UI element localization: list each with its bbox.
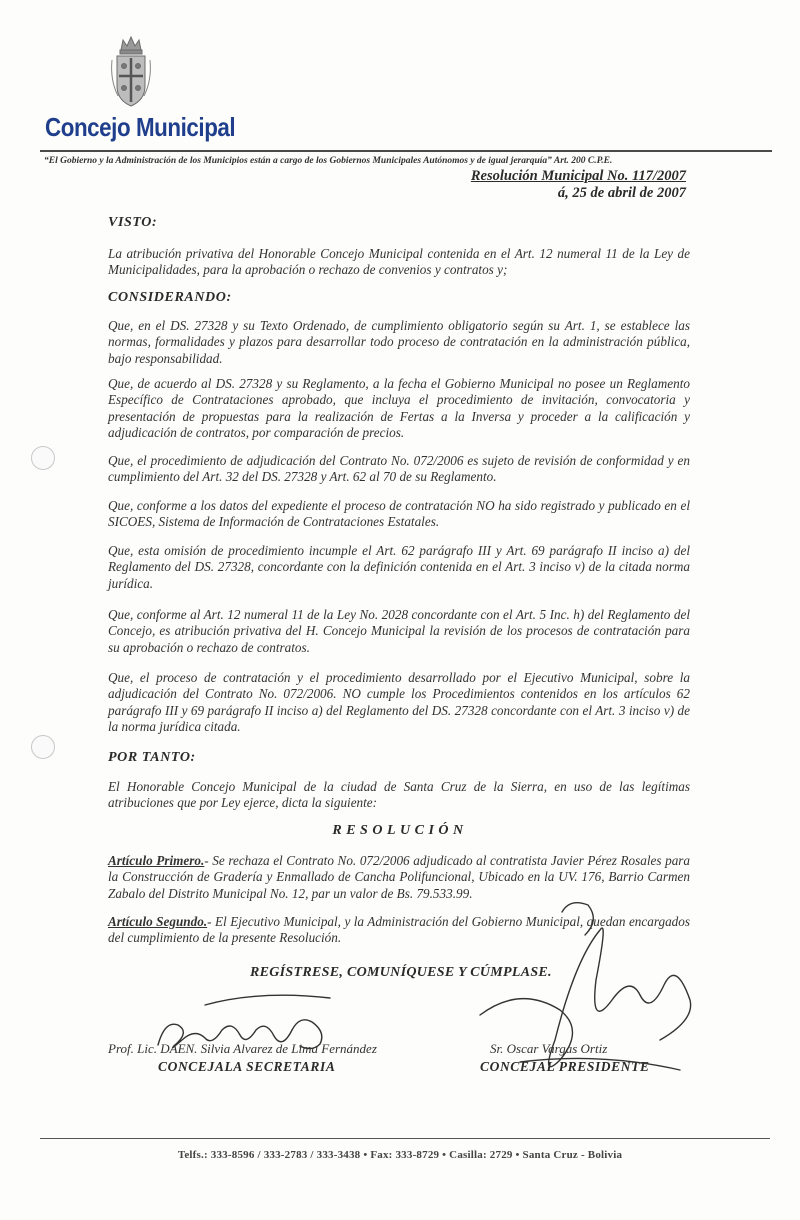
article-first: [108, 853, 690, 902]
footer-contact: Telfs.: 333-8596 / 333-2783 / 333-3438 • Fax: 333-8729 • Casilla: 2729 • Santa Cruz - Bolivia: [177, 1149, 623, 1161]
signatory-right-role: CONCEJAL PRESIDENTE: [480, 1059, 650, 1074]
closing-formula: REGÍSTRESE, COMUNÍQUESE Y CÚMPLASE.: [250, 965, 552, 980]
signatory-right-name: Sr. Oscar Vargas Ortiz: [490, 1041, 608, 1056]
organization-name: Concejo Municipal: [45, 112, 236, 142]
resolution-number: Resolución Municipal No. 117/2007: [470, 168, 686, 184]
considerando-paragraph: Que, el procedimiento de adjudicación del Contrato No. 072/2006 es sujeto de revisión de conformidad y en cumplimiento del Art. 32 del DS. 27328 y Art. 62 al 70 de su Reglamento.: [108, 453, 690, 485]
considerando-heading: CONSIDERANDO:: [108, 290, 232, 305]
por-tanto-heading: POR TANTO:: [108, 750, 196, 765]
article-second: [108, 914, 690, 947]
visto-heading: VISTO:: [108, 215, 158, 230]
signatory-left-name: Prof. Lic. DAEN. Silvia Alvarez de Lima Fernández: [108, 1041, 377, 1056]
considerando-paragraph: Que, conforme al Art. 12 numeral 11 de la Ley No. 2028 concordante con el Art. 5 Inc. h) del Reglamento del Concejo, es atribución privativa del H. Concejo Municipal la revisión de los procesos de contratación para su aprobación o rechazo de contratos.: [108, 607, 690, 655]
binder-hole: [31, 446, 55, 470]
article-second-text: - El Ejecutivo Municipal, y la Administración del Gobierno Municipal, quedan encargados del cumplimiento de la presente Resolución.: [108, 914, 690, 946]
resolution-title: RESOLUCIÓN: [332, 823, 468, 838]
article-first-text: - Se rechaza el Contrato No. 072/2006 adjudicado al contratista Javier Pérez Rosales para la Construcción de Gradería y Enmallado de Cancha Polifuncional, Ubicado en la UV. 176, Barrio Carmen Zabalo del Distrito Municipal No. 12, par un valor de Bs. 79.533.99.: [108, 853, 691, 901]
considerando-paragraph: Que, en el DS. 27328 y su Texto Ordenado, de cumplimiento obligatorio según su Art. 1, se establece las normas, formalidades y plazos para desarrollar todo proceso de contratación en la administración pública, bajo responsabilidad.: [108, 318, 690, 366]
considerando-paragraph: Que, de acuerdo al DS. 27328 y su Reglamento, a la fecha el Gobierno Municipal no posee un Reglamento Específico de Contrataciones aprobado, que incluya el procedimiento de invitación, convocatoria y presentación de propuestas para la realización de Fertas a la Inversa y proceder a la calificación y adjudicación de contratos, por comparación de precios.: [108, 376, 690, 441]
constitutional-motto: “El Gobierno y la Administración de los Municipios están a cargo de los Gobiernos Municipales Autónomos y de igual jerarquía” Art. 200 C.P.E.: [44, 156, 613, 166]
article-first-label: Artículo Primero.: [108, 853, 205, 868]
binder-hole: [31, 735, 55, 759]
resolution-date: á, 25 de abril de 2007: [557, 185, 686, 201]
visto-text: La atribución privativa del Honorable Concejo Municipal contenida en el Art. 12 numeral 11 de la Ley de Municipalidades, para la aprobación o rechazo de convenios y contratos y;: [108, 246, 690, 278]
considerando-paragraph: Que, conforme a los datos del expediente el proceso de contratación NO ha sido registrado y publicado en el SICOES, Sistema de Información de Contrataciones Estatales.: [108, 498, 690, 530]
considerando-paragraph: Que, esta omisión de procedimiento incumple el Art. 62 parágrafo III y Art. 69 parágrafo II inciso a) del Reglamento del DS. 27328, concordante con la definición contenida en el Art. 3 inciso v) de la citada norma jurídica.: [108, 543, 690, 591]
footer-divider: [40, 1138, 770, 1139]
header-divider: [40, 150, 772, 152]
por-tanto-text: El Honorable Concejo Municipal de la ciudad de Santa Cruz de la Sierra, en uso de las legítimas atribuciones que por Ley ejerce, dicta la siguiente:: [108, 779, 690, 811]
article-second-label: Artículo Segundo.: [108, 914, 208, 929]
coat-of-arms-icon: [108, 34, 154, 112]
considerando-paragraph: Que, el proceso de contratación y el procedimiento desarrollado por el Ejecutivo Municipal, sobre la adjudicación del Contrato No. 072/2006. NO cumple los Procedimientos contenidos en los artículos 62 parágrafo III y 69 parágrafo II inciso a) del Reglamento del DS. 27328 concordante con el Art. 3 inciso v) de la norma jurídica citada.: [108, 670, 690, 735]
signatory-left-role: CONCEJALA SECRETARIA: [158, 1059, 336, 1074]
